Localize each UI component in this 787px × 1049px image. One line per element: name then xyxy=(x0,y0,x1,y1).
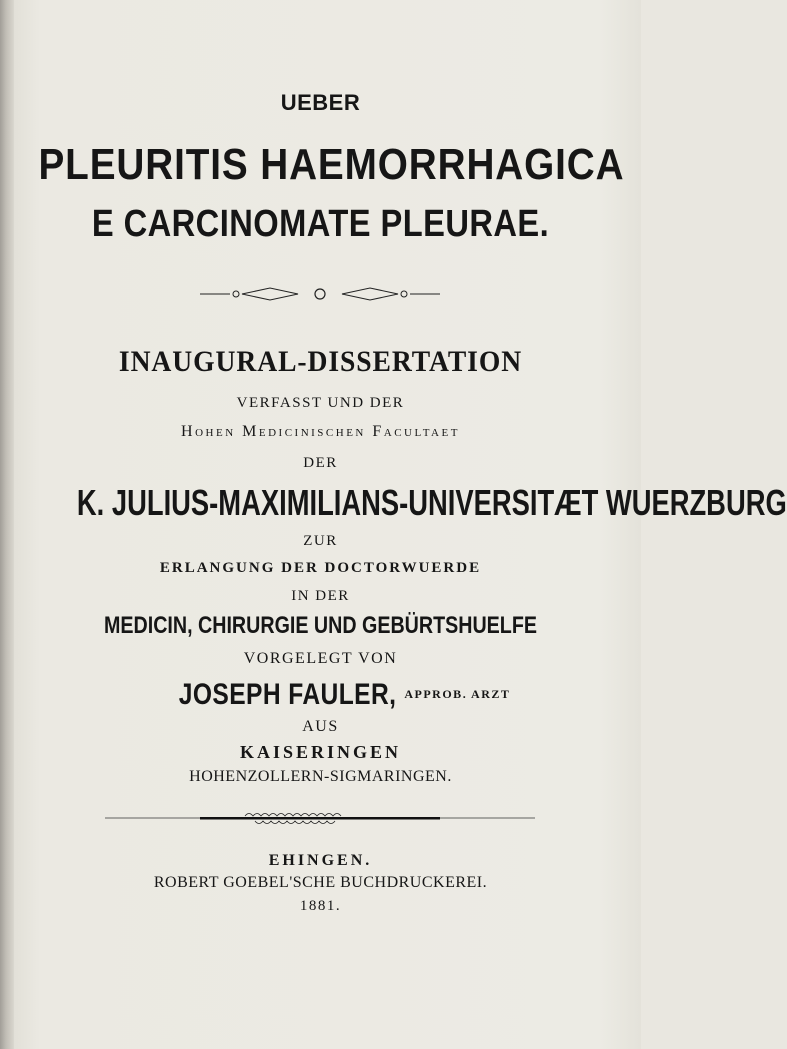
aus-line: AUS xyxy=(302,718,339,735)
printer-line: ROBERT GOEBEL'SCHE BUCHDRUCKEREI. xyxy=(153,874,488,891)
university-name: K. JULIUS-MAXIMILIANS-UNIVERSITÆT WUERZBURG xyxy=(76,482,787,523)
fields-line: MEDICIN, CHIRURGIE UND GEBÜRTSHUELFE xyxy=(104,612,537,639)
author-title: APPROB. ARZT xyxy=(404,687,511,701)
publication-place: EHINGEN. xyxy=(268,852,373,869)
faculty-line: Hohen Medicinischen Facultaet xyxy=(181,423,460,440)
region-line: HOHENZOLLERN-SIGMARINGEN. xyxy=(189,768,452,785)
in-der-line: IN DER xyxy=(291,588,350,604)
rule-divider-icon xyxy=(105,808,535,826)
publication-year: 1881. xyxy=(299,898,342,914)
submitted-by-line: VORGELEGT VON xyxy=(243,650,398,667)
zur-line: ZUR xyxy=(303,533,338,549)
hometown: KAISERINGEN xyxy=(239,742,402,762)
main-title: PLEURITIS HAEMORRHAGICA xyxy=(38,140,625,189)
title-prefix: UEBER xyxy=(280,90,361,115)
degree-line: ERLANGUNG DER DOCTORWUERDE xyxy=(159,560,482,576)
ornament-divider-icon xyxy=(200,284,440,304)
author-line xyxy=(0,678,641,712)
der-line: DER xyxy=(303,455,338,471)
author-name: JOSEPH FAULER, xyxy=(178,678,397,711)
dissertation-heading: INAUGURAL-DISSERTATION xyxy=(118,345,523,378)
verfasst-line: VERFASST UND DER xyxy=(236,395,405,411)
main-subtitle: E CARCINOMATE PLEURAE. xyxy=(91,203,550,245)
